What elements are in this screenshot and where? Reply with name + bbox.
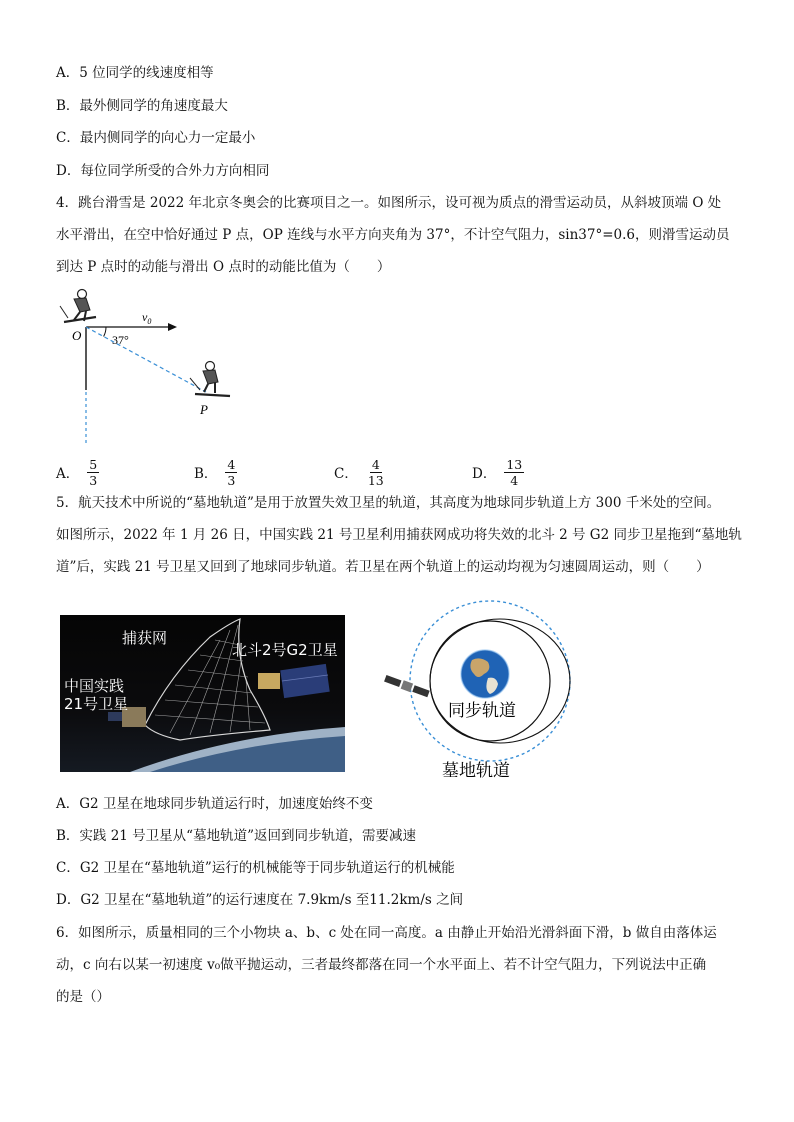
- fraction: [87, 457, 99, 488]
- option-label: B．: [194, 466, 218, 482]
- target-satellite-label: 北斗2号G2卫星: [232, 641, 338, 659]
- chaser-satellite-label-2: 21号卫星: [64, 695, 129, 713]
- denominator: 3: [89, 472, 98, 488]
- q4-stem-line-1: 4．跳台滑雪是 2022 年北京冬奥会的比赛项目之一。如图所示，设可视为质点的滑雪运动员，从斜坡顶端 O 处: [56, 195, 722, 211]
- ski-jump-figure: [40, 280, 280, 450]
- option-label: C．: [334, 466, 358, 482]
- orbit-diagram: [380, 598, 580, 788]
- q5-option-c: C．G2 卫星在“墓地轨道”运行的机械能等于同步轨道运行的机械能: [56, 860, 455, 876]
- q5-stem-line-1: 5．航天技术中所说的“墓地轨道”是用于放置失效卫星的轨道，其高度为地球同步轨道上方 300 千米处的空间。: [56, 495, 721, 511]
- point-o-label: O: [72, 328, 82, 343]
- skier-top-icon: [60, 290, 96, 323]
- point-p-label: P: [200, 402, 208, 417]
- net-label: 捕获网: [122, 629, 168, 647]
- chaser-satellite-label-1: 中国实践: [64, 677, 125, 695]
- numerator: 4: [227, 456, 236, 472]
- q4-options: [56, 452, 576, 492]
- q4-stem-line-2: 水平滑出，在空中恰好通过 P 点，OP 连线与水平方向夹角为 37°，不计空气阻力，sin37°=0.6，则滑雪运动员: [56, 227, 730, 243]
- q3-option-a: A．5 位同学的线速度相等: [56, 65, 214, 81]
- sync-orbit-label: 同步轨道: [448, 701, 516, 721]
- denominator: 4: [510, 472, 519, 488]
- numerator: 13: [506, 456, 523, 472]
- q3-option-d: D．每位同学所受的合外力方向相同: [56, 163, 270, 179]
- denominator: 3: [227, 472, 236, 488]
- q4-option-d: [472, 452, 524, 492]
- fraction: [225, 457, 237, 488]
- fraction: [504, 457, 524, 488]
- earth-icon: [461, 650, 509, 698]
- q3-option-b: B．最外侧同学的角速度最大: [56, 98, 228, 114]
- q4-option-a: [56, 452, 99, 492]
- q4-option-b: [194, 452, 237, 492]
- fraction: [366, 457, 386, 488]
- q4-option-c: [334, 452, 386, 492]
- q5-option-d: D．G2 卫星在“墓地轨道”的运行速度在 7.9km/s 至11.2km/s 之间: [56, 892, 464, 908]
- q3-option-c: C．最内侧同学的向心力一定最小: [56, 130, 256, 146]
- q5-stem-line-3: 道”后，实践 21 号卫星又回到了地球同步轨道。若卫星在两个轨道上的运动均视为匀速圆周运动，则（ ）: [56, 559, 710, 575]
- q5-stem-line-2: 如图所示，2022 年 1 月 26 日，中国实践 21 号卫星利用捕获网成功将失效的北斗 2 号 G2 同步卫星拖到“墓地轨: [56, 527, 742, 543]
- numerator: 5: [89, 456, 98, 472]
- capture-net-photo: [60, 615, 345, 772]
- option-label: A．: [56, 466, 80, 482]
- option-label: D．: [472, 466, 497, 482]
- q4-stem-line-3: 到达 P 点时的动能与滑出 O 点时的动能比值为（ ）: [56, 259, 391, 275]
- skier-bottom-icon: [190, 362, 230, 397]
- denominator: 13: [367, 472, 384, 488]
- q6-stem-line-3: 的是（）: [56, 989, 110, 1005]
- numerator: 4: [371, 456, 380, 472]
- q6-stem-line-2: 动，c 向右以某一初速度 v₀做平抛运动，三者最终都落在同一个水平面上、若不计空气阻力，下列说法中正确: [56, 957, 707, 973]
- q5-option-a: A．G2 卫星在地球同步轨道运行时，加速度始终不变: [56, 796, 373, 812]
- v0-label: $v_0$: [142, 310, 152, 326]
- graveyard-orbit-label: 墓地轨道: [442, 761, 510, 781]
- q6-stem-line-1: 6．如图所示，质量相同的三个小物块 a、b、c 处在同一高度。a 由静止开始沿光滑斜面下滑，b 做自由落体运: [56, 925, 717, 941]
- satellite-icon: [384, 674, 430, 698]
- q5-option-b: B．实践 21 号卫星从“墓地轨道”返回到同步轨道，需要减速: [56, 828, 416, 844]
- angle-label: 37°: [112, 333, 129, 347]
